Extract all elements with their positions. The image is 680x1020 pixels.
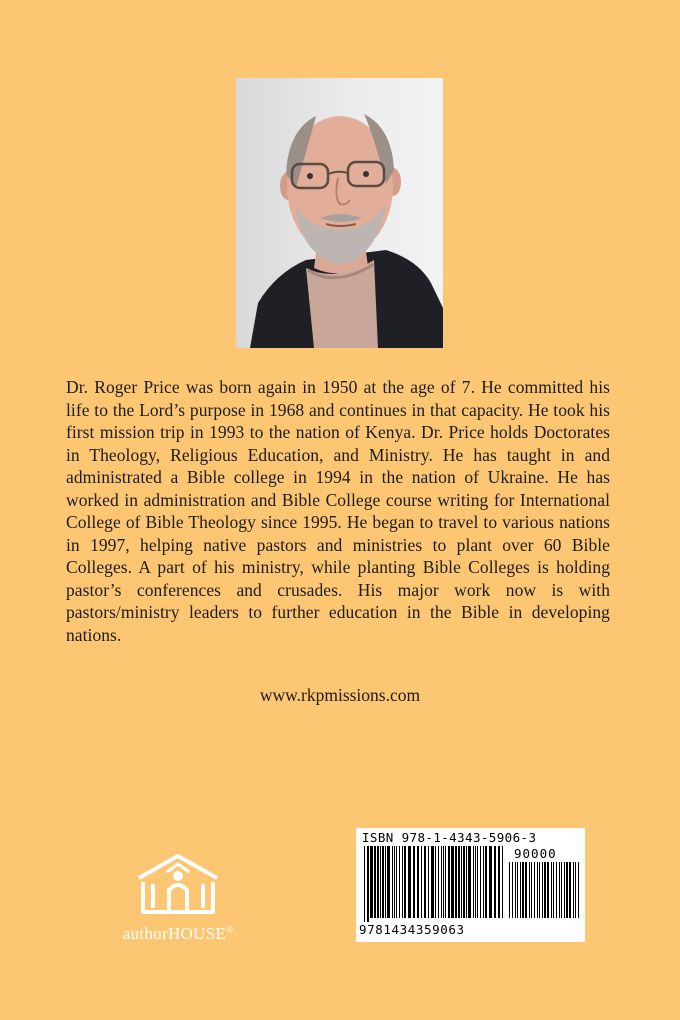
isbn-barcode — [356, 828, 585, 942]
barcode-bar — [385, 846, 386, 918]
barcode-bar — [542, 862, 543, 918]
barcode-bar — [466, 846, 467, 918]
barcode-bar — [509, 862, 510, 918]
barcode-bar — [564, 862, 565, 918]
barcode-bar — [421, 846, 422, 918]
barcode-bar — [402, 846, 403, 918]
barcode-bar — [522, 862, 524, 918]
barcode-bar — [525, 862, 527, 918]
barcode-bar — [445, 846, 446, 918]
registered-mark: ® — [226, 924, 234, 935]
barcode-bar — [534, 862, 535, 918]
barcode-bar — [473, 846, 474, 918]
author-portrait-icon — [236, 78, 443, 348]
author-photo — [236, 78, 443, 348]
barcode-bar — [413, 846, 415, 918]
publisher-logo — [103, 848, 253, 948]
barcode-bar — [448, 846, 450, 918]
barcode-bar — [498, 846, 500, 918]
barcode-bar — [539, 862, 540, 918]
barcode-bar — [561, 862, 562, 918]
addon-bars — [509, 862, 581, 922]
barcode-bar — [520, 862, 521, 918]
barcode-bar — [512, 862, 513, 918]
barcode-bar — [463, 846, 465, 918]
barcode-bar — [394, 846, 395, 918]
barcode-bar — [578, 862, 579, 918]
barcode-bar — [441, 846, 442, 918]
barcode-bar — [502, 846, 503, 918]
barcode-bar — [392, 846, 393, 918]
barcode-bar — [435, 846, 436, 918]
barcode-bar — [428, 846, 429, 918]
barcode-bar — [408, 846, 411, 918]
barcode-bar — [438, 846, 439, 918]
barcode-bar — [551, 862, 552, 918]
publisher-name-text: authorHOUSE — [122, 924, 227, 943]
barcode-bar — [377, 846, 379, 918]
barcode-bar — [380, 846, 381, 918]
barcode-bar — [461, 846, 462, 918]
barcode-bar — [489, 846, 492, 918]
barcode-bar — [544, 862, 546, 918]
barcode-bar — [477, 846, 478, 918]
barcode-bar — [575, 862, 576, 918]
barcode-bar — [387, 846, 390, 918]
website-url[interactable]: www.rkpmissions.com — [259, 685, 421, 705]
barcode-bar — [556, 862, 557, 918]
barcode-bar — [494, 846, 496, 918]
barcode-bar — [483, 846, 484, 918]
ean-digits: 9781434359063 — [359, 922, 465, 937]
publisher-name — [103, 924, 253, 944]
barcode-bar — [424, 846, 426, 918]
barcode-bar — [547, 862, 549, 918]
barcode-bar — [485, 846, 487, 918]
barcode-bar — [468, 846, 471, 918]
barcode-bar — [370, 846, 373, 918]
barcode-bar — [517, 862, 518, 918]
barcode-bar — [569, 862, 571, 918]
barcode-bar — [531, 862, 532, 918]
barcode-bar — [559, 862, 560, 918]
barcode-bar — [374, 846, 376, 918]
barcode-bar — [399, 846, 400, 918]
barcode-bar — [475, 846, 476, 918]
authorhouse-logo-icon — [133, 850, 223, 920]
barcode-bar — [537, 862, 538, 918]
isbn-label: ISBN 978-1-4343-5906-3 — [362, 830, 537, 845]
barcode-bar — [566, 862, 568, 918]
barcode-bar — [455, 846, 457, 918]
barcode-bar — [382, 846, 384, 918]
author-bio: Dr. Roger Price was born again in 1950 at the age of 7. He committed his life to the Lord’s purpose in 1968 and continues in that capacity. He took his first mission trip in 1993 to the nation of Kenya. Dr. Price holds Doctorates in Theology, Religious Education, and Ministry. He has taught in and administrated a Bible college in 1994 in the nation of Ukraine. He has worked in administration and Bible College course writing for International College of Bible Theology since 1995. He began to travel to various nations in 1997, helping native pastors and ministries to plant over 60 Bible Colleges. A part of his ministry, while planting Bible Colleges is holding pastor’s conferences and crusades. His major work now is with pastors/ministry leaders to further education in the Bible in developing nations. — [66, 377, 610, 645]
price-code: 90000 — [514, 846, 557, 861]
barcode-bar — [529, 862, 530, 918]
barcode-bar — [573, 862, 574, 918]
barcode-bar — [431, 846, 434, 918]
barcode-bar — [367, 846, 369, 922]
barcode-bar — [417, 846, 419, 918]
barcode-bar — [396, 846, 397, 918]
barcode-bar — [515, 862, 516, 918]
barcode-bar — [404, 846, 406, 918]
barcode-bar — [443, 846, 444, 918]
barcode-bar — [458, 846, 460, 918]
barcode-bar — [451, 846, 454, 918]
barcode-bar — [480, 846, 481, 918]
barcode-bar — [553, 862, 554, 918]
barcode-bar — [364, 846, 365, 922]
ean-bars — [364, 846, 506, 922]
